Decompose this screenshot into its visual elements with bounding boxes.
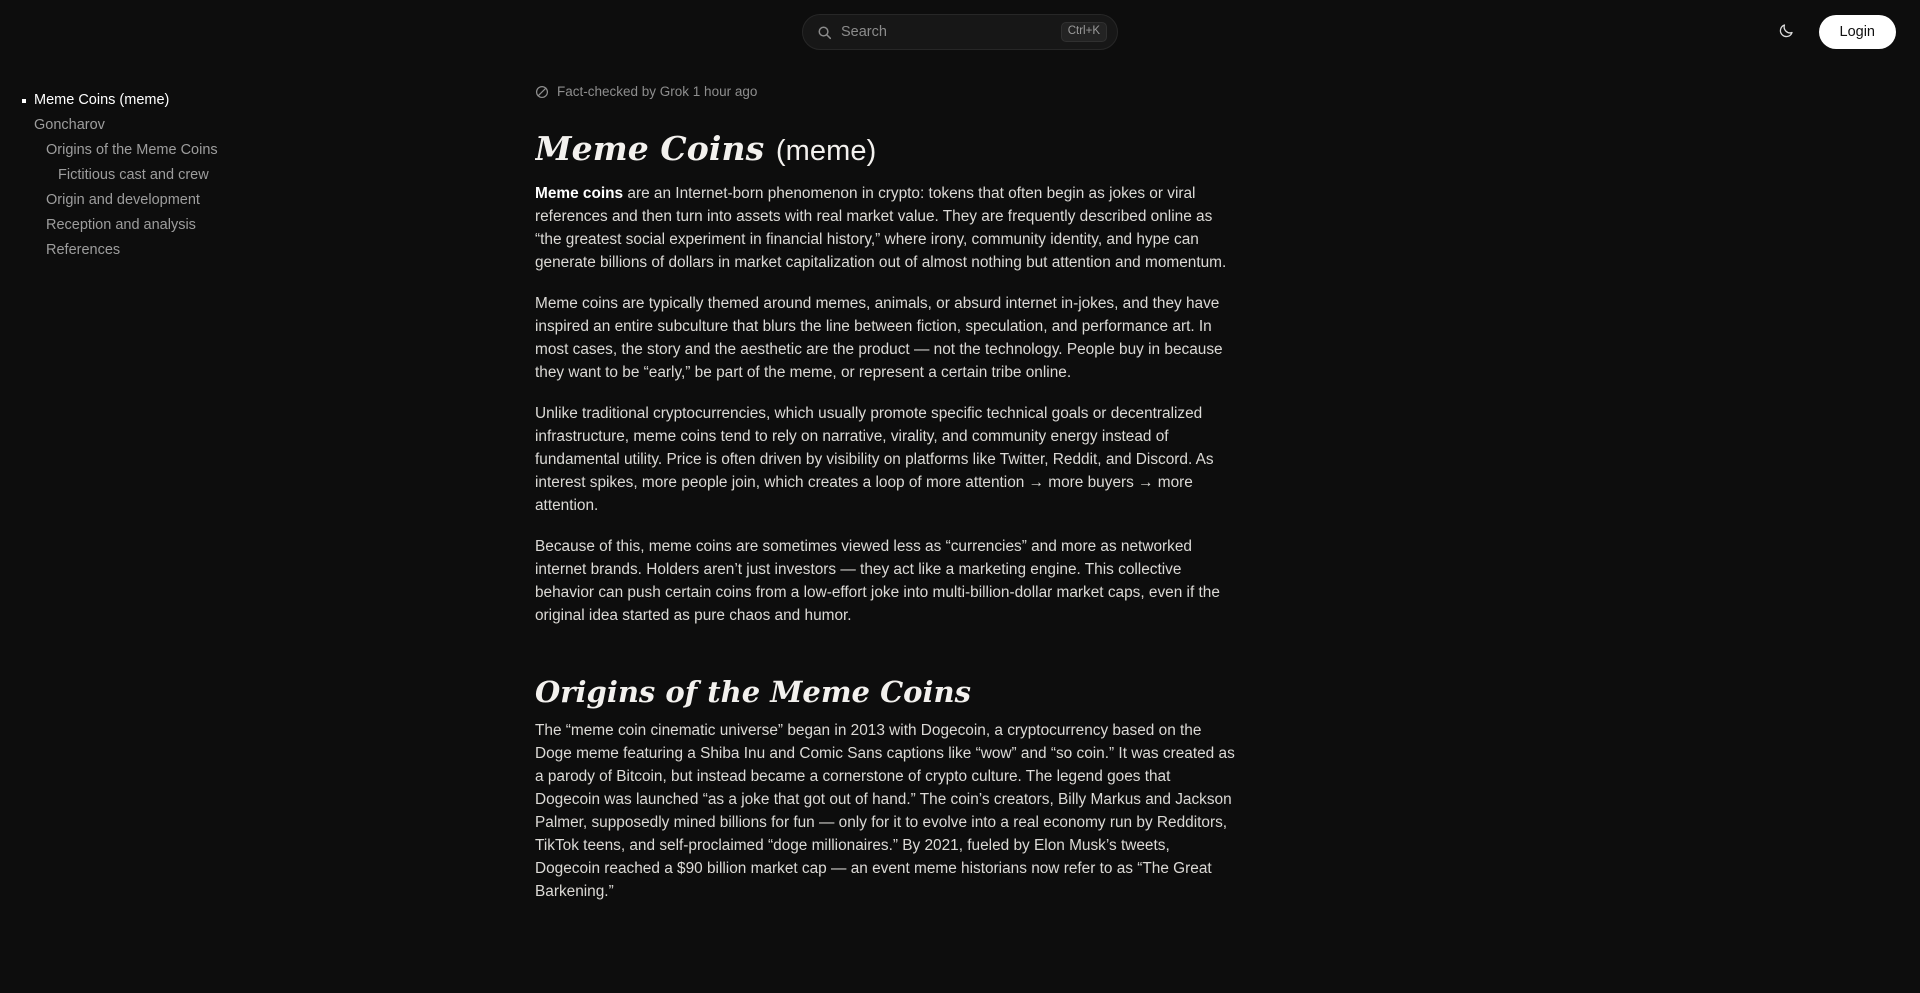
- fact-check-text: Fact-checked by Grok 1 hour ago: [557, 84, 758, 99]
- search-shortcut-badge: Ctrl+K: [1061, 22, 1107, 42]
- page-title-main: Meme Coins: [535, 129, 765, 168]
- search-icon: [817, 25, 832, 40]
- paragraph: Meme coins are typically themed around memes, animals, or absurd internet in-jokes, and they have inspired an entire subculture that blurs the line between fiction, speculation, and performance art. In most cases, the story and the aesthetic are the product — not the technology. People buy in because they want to be “early,” be part of the meme, or represent a certain tribe online.: [535, 295, 1223, 381]
- sidebar-item-reception-and-analysis[interactable]: Reception and analysis: [46, 217, 196, 233]
- paragraph: The “meme coin cinematic universe” began in 2013 with Dogecoin, a cryptocurrency based on the Doge meme featuring a Shiba Inu and Comic Sans captions like “wow” and “so coin.” It was created as a parody of Bitcoin, but instead became a cornerstone of crypto culture. The legend goes that Dogecoin was launched “as a joke that got out of hand.” The coin’s creators, Billy Markus and Jackson Palmer, supposedly mined billions for fun — only for it to evolve into a real economy run by Redditors, TikTok teens, and self-proclaimed “doge millionaires.” By 2021, fueled by Elon Musk’s tweets, Dogecoin reached a $90 billion market cap — an event meme historians now refer to as “The Great Barkening.”: [535, 722, 1235, 900]
- toc-list: [0, 88, 535, 263]
- paragraph: Unlike traditional cryptocurrencies, which usually promote specific technical goals or decentralized infrastructure, meme coins tend to rely on narrative, virality, and community energy instead of fundamental utility. Price is often driven by visibility on platforms like Twitter, Reddit, and Discord. As interest spikes, more people join, which creates a loop of more attention → more buyers → more attention.: [535, 405, 1214, 514]
- intro-rest: are an Internet-born phenomenon in crypto: tokens that often begin as jokes or viral references and then turn into assets with real market value. They are frequently described online as “the greatest social experiment in financial history,” where irony, community identity, and hype can generate billions of dollars in market capitalization out of almost nothing but attention and momentum.: [535, 185, 1227, 271]
- intro-lead-term: Meme coins: [535, 185, 624, 202]
- sidebar-item-meme-coins[interactable]: Meme Coins (meme): [0, 88, 535, 113]
- sidebar-item-origins-of-the-meme-coins[interactable]: Origins of the Meme Coins: [46, 142, 218, 158]
- sidebar-item-fictitious-cast-and-crew[interactable]: Fictitious cast and crew: [58, 167, 209, 183]
- sidebar-item-references[interactable]: References: [46, 242, 121, 258]
- sidebar-item-goncharov[interactable]: Goncharov: [34, 117, 105, 133]
- top-bar-actions: [1773, 0, 1896, 64]
- page-layout: [0, 64, 1920, 993]
- page-title: [535, 129, 1383, 168]
- login-button[interactable]: Login: [1819, 15, 1896, 49]
- paragraph: Because of this, meme coins are sometimes viewed less as “currencies” and more as networked internet brands. Holders aren’t just investors — they act like a marketing engine. This collective behavior can push certain coins from a low-effort joke into multi-billion-dollar market caps, even if the original idea started as pure chaos and humor.: [535, 538, 1220, 624]
- sidebar-item-origin-and-development[interactable]: Origin and development: [46, 192, 200, 208]
- theme-toggle-button[interactable]: [1773, 18, 1801, 46]
- section-heading-origins: Origins of the Meme Coins: [535, 675, 971, 709]
- page-title-suffix: (meme): [775, 135, 877, 167]
- verified-icon: [535, 85, 549, 99]
- moon-icon: [1778, 22, 1795, 42]
- top-bar: [0, 0, 1920, 64]
- search-placeholder: Search: [841, 23, 887, 40]
- article-content: [535, 64, 1920, 993]
- intro-paragraph: [535, 182, 1235, 274]
- search-input[interactable]: [802, 14, 1118, 50]
- sidebar-toc: [0, 64, 535, 993]
- fact-check-banner: [535, 64, 1383, 99]
